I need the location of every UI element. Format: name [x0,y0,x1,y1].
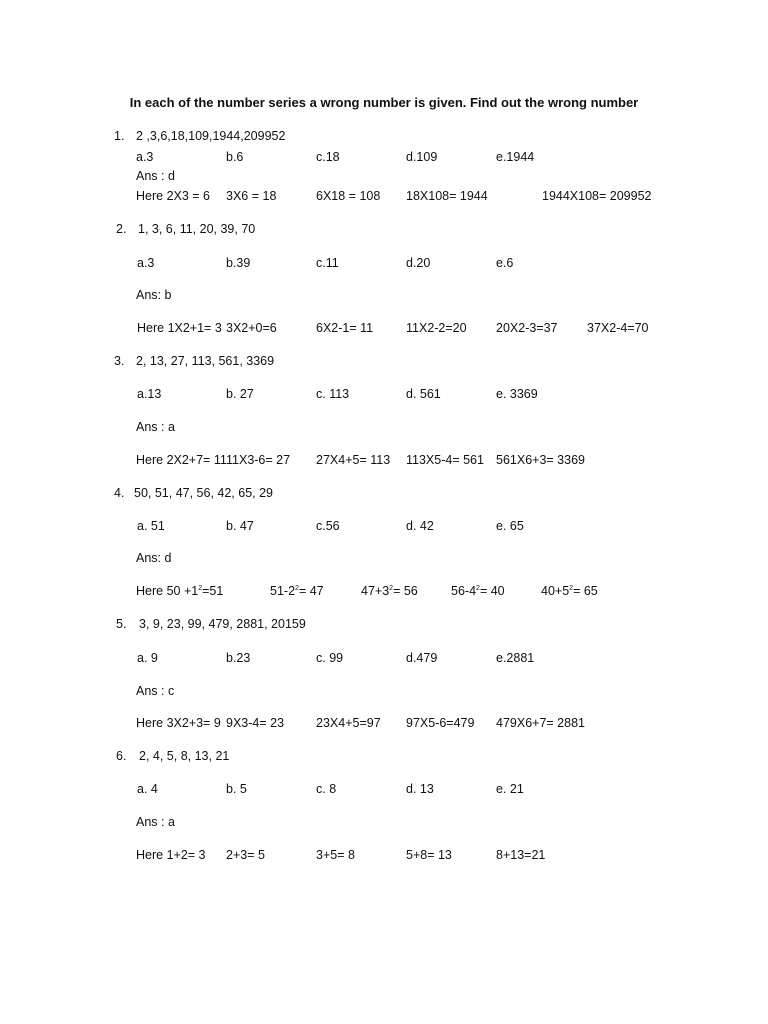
explanation-step: 2+3= 5 [226,848,265,862]
option-a: a. 4 [137,782,158,796]
question-number: 2. [116,222,127,236]
question-series: 2 ,3,6,18,109,1944,209952 [136,129,286,143]
option-c: c.18 [316,150,340,164]
question-series: 1, 3, 6, 11, 20, 39, 70 [138,222,256,236]
question-series: 50, 51, 47, 56, 42, 65, 29 [134,486,274,500]
explanation-step: 561X6+3= 3369 [496,453,585,467]
option-e: e. 21 [496,782,524,796]
question-number: 6. [116,749,127,763]
option-b: b.39 [226,256,251,270]
option-d: d. 561 [406,387,441,401]
option-b: b.6 [226,150,244,164]
option-b: b.23 [226,651,251,665]
explanation-step: Here 3X2+3= 9 [136,716,221,730]
option-c: c. 113 [316,387,350,401]
question-number: 4. [114,486,125,500]
explanation-step: 3X6 = 18 [226,189,277,203]
explanation-step: 9X3-4= 23 [226,716,285,730]
option-a: a. 51 [137,519,165,533]
explanation-step: 5+8= 13 [406,848,452,862]
explanation-step: 479X6+7= 2881 [496,716,585,730]
option-e: e. 3369 [496,387,538,401]
option-b: b. 5 [226,782,247,796]
explanation-step: 37X2-4=70 [587,321,649,335]
option-c: c.56 [316,519,340,533]
option-e: e.1944 [496,150,535,164]
question-number: 3. [114,354,125,368]
option-d: d.20 [406,256,431,270]
explanation-step: 23X4+5=97 [316,716,381,730]
option-c: c. 8 [316,782,337,796]
answer: Ans : d [136,169,175,183]
explanation-step: Here 1X2+1= 3 [137,321,222,335]
answer: Ans: d [136,551,172,565]
option-c: c.11 [316,256,339,270]
option-a: a.3 [136,150,154,164]
explanation-step: 11X2-2=20 [406,321,467,335]
explanation-step: $40+5^2= 65$ [541,584,598,598]
option-e: e. 65 [496,519,524,533]
explanation-step: 1944X108= 209952 [542,189,652,203]
option-a: a.3 [137,256,155,270]
explanation-step: 6X18 = 108 [316,189,381,203]
question-series: 3, 9, 23, 99, 479, 2881, 20159 [139,617,306,631]
explanation-step: Here 2X2+7= 11 [136,453,227,467]
option-c: c. 99 [316,651,344,665]
explanation-step: 18X108= 1944 [406,189,488,203]
option-a: a. 9 [137,651,158,665]
option-e: e.2881 [496,651,535,665]
explanation-step: 6X2-1= 11 [316,321,374,335]
answer: Ans : a [136,815,175,829]
question-number: 1. [114,129,125,143]
explanation-step: 3X2+0=6 [226,321,277,335]
option-d: d. 13 [406,782,434,796]
option-d: d.479 [406,651,438,665]
explanation-step: Here $50 +1^2=51$ [136,584,224,598]
explanation-step: Here 1+2= 3 [136,848,206,862]
explanation-step: 27X4+5= 113 [316,453,391,467]
option-d: d. 42 [406,519,434,533]
explanation-step: $56-4^2= 40$ [451,584,505,598]
question-number: 5. [116,617,127,631]
explanation-step: 8+13=21 [496,848,546,862]
explanation-step: Here 2X3 = 6 [136,189,211,203]
answer: Ans : a [136,420,175,434]
option-a: a.13 [137,387,162,401]
option-e: e.6 [496,256,514,270]
explanation-step: $51-2^2= 47$ [270,584,324,598]
page-title: In each of the number series a wrong number is given. Find out the wrong number [129,95,639,110]
explanation-step: 20X2-3=37 [496,321,558,335]
explanation-step: 113X5-4= 561 [406,453,484,467]
explanation-step: 3+5= 8 [316,848,355,862]
explanation-step: 97X5-6=479 [406,716,475,730]
explanation-step: $47+3^2= 56$ [361,584,418,598]
answer: Ans : c [136,684,175,698]
answer: Ans: b [136,288,172,302]
option-d: d.109 [406,150,438,164]
explanation-step: 11X3-6= 27 [226,453,291,467]
option-b: b. 47 [226,519,254,533]
option-b: b. 27 [226,387,254,401]
question-series: 2, 13, 27, 113, 561, 3369 [136,354,275,368]
question-series: 2, 4, 5, 8, 13, 21 [139,749,230,763]
